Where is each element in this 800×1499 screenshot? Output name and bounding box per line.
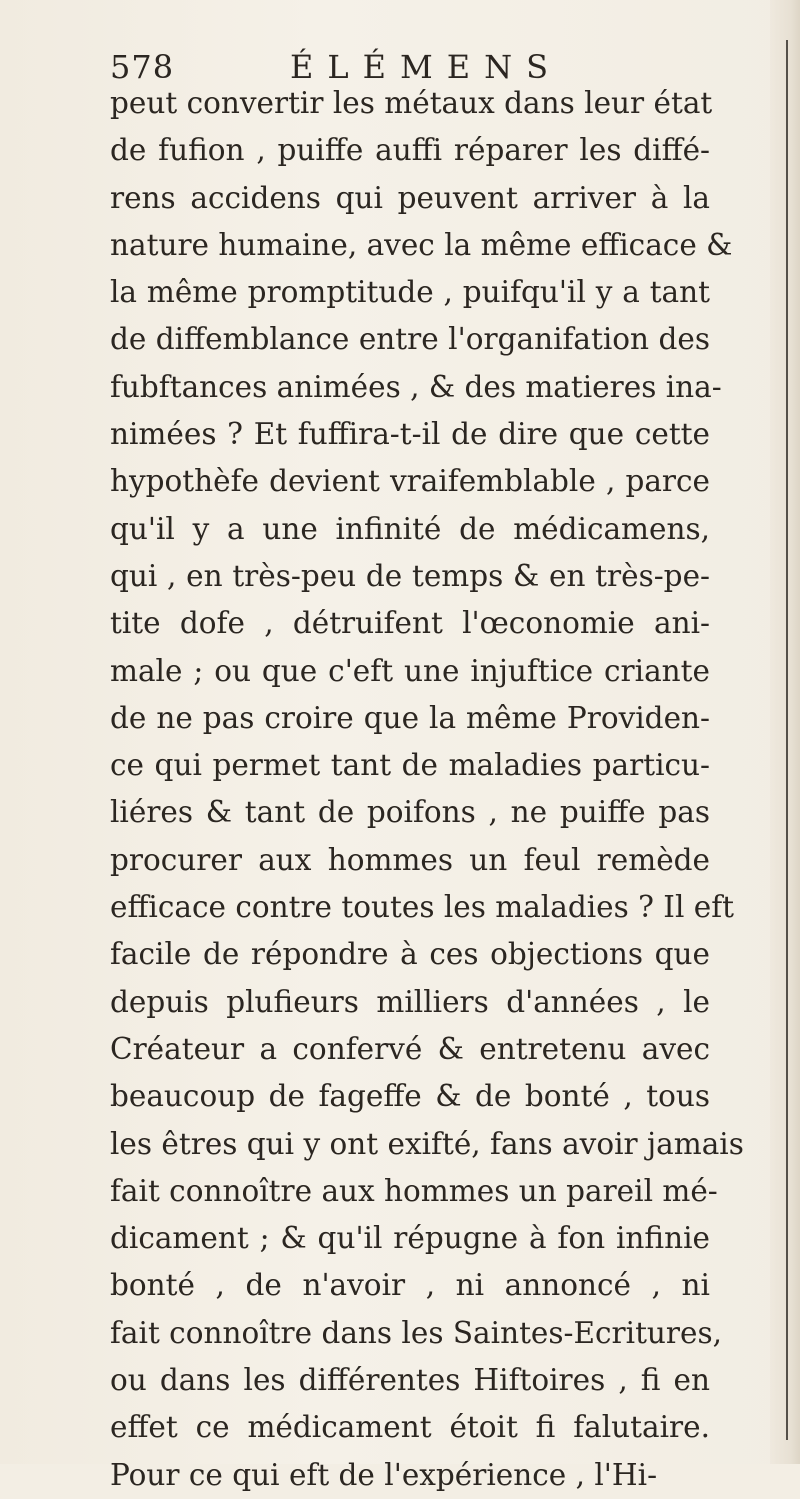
text-line: de ne pas croire que la même Providen- <box>110 700 710 735</box>
text-line: depuis plufieurs milliers d'années , le <box>110 984 710 1019</box>
text-line: male ; ou que c'eft une injuftice criante <box>110 653 710 688</box>
text-line: bonté , de n'avoir , ni annoncé , ni <box>110 1268 710 1303</box>
text-line: fait connoître aux hommes un pareil mé- <box>110 1173 718 1208</box>
text-line: fait connoître dans les Saintes-Ecritures, <box>110 1315 723 1350</box>
text-line: facile de répondre à ces objections que <box>110 937 710 972</box>
text-line: procurer aux hommes un feul remède <box>110 842 710 877</box>
text-line: liéres & tant de poifons , ne puiffe pas <box>110 795 710 830</box>
text-line: ou dans les différentes Hiftoires , fi en <box>110 1363 710 1398</box>
text-line: nature humaine, avec la même efficace & <box>110 227 733 262</box>
text-line: hypothèfe devient vraifemblable , parce <box>110 464 710 499</box>
text-line: peut convertir les métaux dans leur état <box>110 86 713 120</box>
text-line: qu'il y a une infinité de médicamens, <box>110 511 710 546</box>
text-line: tite dofe , détruifent l'œconomie ani- <box>110 606 710 641</box>
body-text <box>110 80 744 1499</box>
running-title: ÉLÉMENS <box>290 48 563 86</box>
text-line: nimées ? Et fuffira-t-il de dire que cette <box>110 417 710 452</box>
text-line: effet ce médicament étoit fi falutaire. <box>110 1410 710 1445</box>
binding-line <box>786 40 788 1440</box>
page-edge <box>770 0 800 1464</box>
text-line: qui , en très-peu de temps & en très-pe- <box>110 558 710 593</box>
text-line: fubftances animées , & des matieres ina- <box>110 369 722 404</box>
text-line: ce qui permet tant de maladies particu- <box>110 748 710 783</box>
text-line: Pour ce qui eft de l'expérience , l'Hi- <box>110 1457 658 1492</box>
text-line: efficace contre toutes les maladies ? Il eft <box>110 890 735 925</box>
text-line: Créateur a confervé & entretenu avec <box>110 1031 710 1066</box>
text-line: de fufion , puiffe auffi réparer les diffé- <box>110 133 710 168</box>
text-line: dicament ; & qu'il répugne à fon infinie <box>110 1221 710 1256</box>
text-line: la même promptitude , puifqu'il y a tant <box>110 275 710 310</box>
text-line: beaucoup de fageffe & de bonté , tous <box>110 1079 710 1114</box>
text-line: rens accidens qui peuvent arriver à la <box>110 180 710 215</box>
text-line: les êtres qui y ont exifté, fans avoir jamais <box>110 1126 744 1161</box>
text-line: de diffemblance entre l'organifation des <box>110 322 710 357</box>
page-number: 578 <box>110 48 175 86</box>
